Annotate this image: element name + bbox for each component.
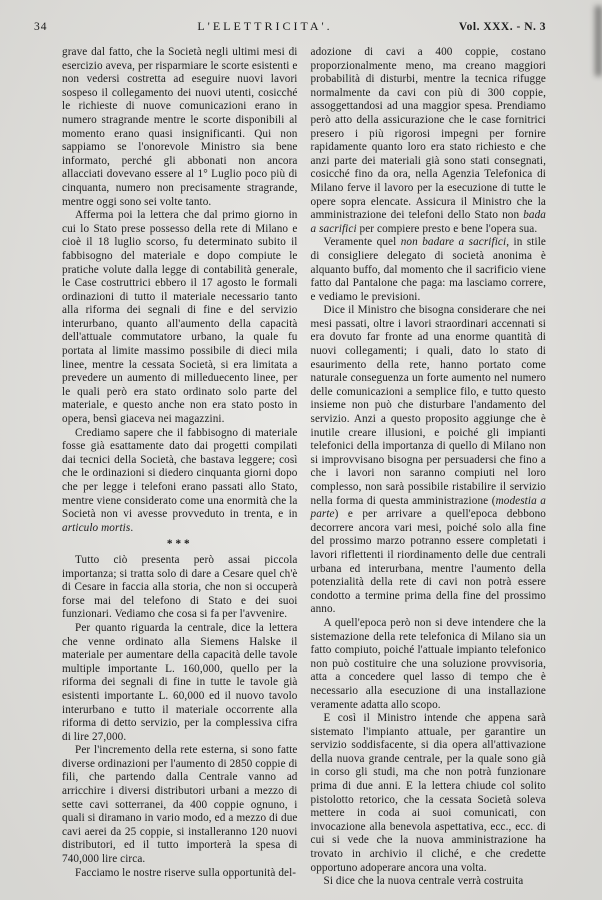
paragraph (62, 46, 298, 209)
text-run: . (130, 521, 134, 534)
text-run: E così il Ministro intende che appena sarà sistemato l'impianto attuale, per garantire un servizio soddisfacente, si dia opera all'attivazione della nuova grande centrale, per la quale sono già in corso gli studi, ma che non potrà funzionare prima di due anni. E la lettera chiude col solito pistolotto retorico, che la cessata Società soleva mettere in coda ai suoi comunicati, con invocazione alla benevola aspettativa, ecc., ecc. di cui si vede che la nuova amministrazione ha trovato in archivio il cliché, e che credette opportuno adoperare ancora una volta. (310, 712, 546, 874)
right-column (311, 46, 547, 889)
paragraph (311, 304, 547, 617)
text-run: Facciamo le nostre riserve sulla opportunità del- (75, 866, 297, 879)
left-column (62, 46, 298, 889)
text-run: Per l'incremento della rete esterna, si sono fatte diverse ordinazioni per l'aumento di 2850 coppie di fili, che partendo dalla Centrale vanno ad arricchire i diversi distributori urbani a mezzo di sette cavi sotterranei, da 400 coppie ognuno, i quali si diramano in vario modo, ed a mezzo di due cavi aerei da 25 coppie, si installeranno 120 nuovi distributori, ed il tutto importerà la spesa di 740,000 lire circa. (62, 744, 298, 866)
italic-text-run: articulo mortis (62, 521, 131, 534)
paragraph (62, 744, 298, 866)
paragraph (62, 554, 298, 622)
text-run: per compiere presto e bene l'opera sua. (356, 222, 538, 235)
page-number: 34 (34, 21, 48, 33)
text-columns (62, 46, 546, 889)
text-run: grave dal fatto, che la Società negli ultimi mesi di esercizio aveva, per risparmiare le scorte esistenti e non vedersi costretta ad eseguire nuovi lavori sospeso il collegamento dei nuovi utenti, cosicché le richieste di nuove comunicazioni erano in numero stragrande mentre le scorte disponibili al momento erano quasi insignificanti. Qui non sappiamo se l'onorevole Ministro sia bene informato, perché gli abbonati non ancora allacciati dovevano essere al 1° Luglio poco più di cinquanta, numero non precisamente stragrande, mentre oggi sono sei volte tanto. (62, 46, 298, 208)
italic-text-run: bada a sacrifici (310, 209, 546, 235)
paragraph (62, 867, 298, 881)
paragraph (311, 875, 547, 889)
italic-text-run: non badare a sacrifici (400, 236, 507, 249)
paragraph (62, 427, 298, 536)
text-run: Tutto ciò presenta però assai piccola importanza; si tratta solo di dare a Cesare quel ch'è di Cesare in faccia alla storia, che non si occuperà forse mai del telefono di Stato e dei suoi funzionari. Vediamo che cosa si fa per l'avvenire. (62, 553, 298, 621)
text-run: Afferma poi la lettera che dal primo giorno in cui lo Stato prese possesso della rete di Milano e cioè il 18 luglio scorso, fu determinato subito il fabbisogno del materiale e dopo compiute le pratiche volute dalla legge di contabilità generale, le Case costruttrici ebbero il 17 agosto le formali ordinazioni di tutto il materiale necessario tanto alla riforma dei segnali di fine e del servizio interurbano, quanto all'aumento della capacità dell'attuale commutatore urbano, la quale fu portata al limite massimo possibile di dieci mila linee, mentre la cessata Società, si era limitata a prevedere un aumento di milleduecento linee, per le quali però era stato ordinato solo parte del materiale, e questo anche non era stato posto in opera, bensì giaceva nei magazzini. (62, 209, 298, 426)
paragraph (311, 712, 547, 875)
journal-title: L'ELETTRICITA'. (197, 19, 333, 33)
paragraph (311, 46, 547, 236)
text-run: , in stile di consigliere delegato di società anonima è alquanto buffo, dal momento che il sacrificio viene fatto dal Pantalone che paga: ma lasciamo correre, e vediamo le previsioni. (310, 236, 546, 303)
page-header (0, 0, 602, 34)
paragraph (62, 209, 298, 427)
text-run: Veramente quel (323, 236, 401, 249)
text-run: Dice il Ministro che bisogna considerare che nei mesi passati, oltre i lavori straordinari accennati si era dovuto far fronte ad una enorme quantità di nuovi collegamenti; i quali, dato lo stato di esaurimento della rete, hanno portato come naturale conseguenza un forte aumento nel numero delle comunicazioni a semplice filo, e tutto questo insieme non può che disturbare l'andamento del servizio. Anzi a questo proposito aggiunge che è inutile creare illusioni, e poiché gli impianti telefonici della importanza di quello di Milano non si improvvisano bisogna per persuadersi che fino a che i lavori non saranno compiuti nel loro complesso, non sarà possibile ristabilire il servizio nella forma di questa amministrazione ( (310, 304, 546, 507)
paragraph (62, 622, 298, 744)
volume-issue: Vol. XXX. - N. 3 (458, 21, 546, 33)
text-run: Crediamo sapere che il fabbisogno di materiale fosse già esattamente dato dai progetti compilati dai tecnici della Società, che bastava leggere; così che le ordinazioni si diedero cinquanta giorni dopo che per legge i telefoni erano passati allo Stato, mentre viene considerato come una enormità che la Società non vi avesse provveduto in trenta, e in (62, 426, 298, 521)
paragraph (311, 236, 547, 304)
section-separator: *** (166, 538, 193, 551)
text-run: Si dice che la nuova centrale verrà costruita (323, 875, 524, 888)
text-run: ) e per arrivare a quell'epoca debbono decorrere ancora vari mesi, poiché solo alla fine del prossimo marzo potranno essere completati i lavori riflettenti il riordinamento delle due centrali urbana ed interurbana, mentre l'aumento della potenzialità della rete di cavi non potrà essere condotto a termine prima della fine del prossimo anno. (310, 508, 546, 616)
italic-text-run: modestia a parte (310, 494, 546, 521)
text-run: A quell'epoca però non si deve intendere che la sistemazione della rete telefonica di Milano sia un fatto compiuto, poiché l'attuale impianto telefonico non può costituire che una soluzione provvisoria, atta a concedere quel lasso di tempo che è necessario alla esecuzione di una installazione veramente adatta allo scopo. (310, 616, 546, 711)
text-run: Per quanto riguarda la centrale, dice la lettera che venne ordinato alla Siemens Halske il materiale per aumentare della capacità delle tavole multiple importante L. 160,000, quello per la riforma dei segnali di fine in tutte le tavole già esistenti importante L. 60,000 ed il nuovo tavolo interurbano e tutto il materiale occorrente alla riforma di detto servizio, per la complessiva cifra di lire 27,000. (62, 621, 298, 743)
text-run: adozione di cavi a 400 coppie, costano proporzionalmente meno, ma creano maggiori probabilità di disturbi, mentre la tecnica rifugge normalmente da cavi con più di 300 coppie, assoggettandosi ad una maggior spesa. Prendiamo però atto della assicurazione che le case fornitrici presero i più rigorosi impegni per fornire rapidamente quanto loro era stato richiesto e che anzi parte dei materiali già sono stati consegnati, cosicché fino da ora, nella Agenzia Telefonica di Milano ferve il lavoro per la esecuzione di tutte le opere sopra elencate. Assicura il Ministro che la amministrazione dei telefoni dello Stato non (310, 46, 546, 222)
paragraph (311, 617, 547, 712)
